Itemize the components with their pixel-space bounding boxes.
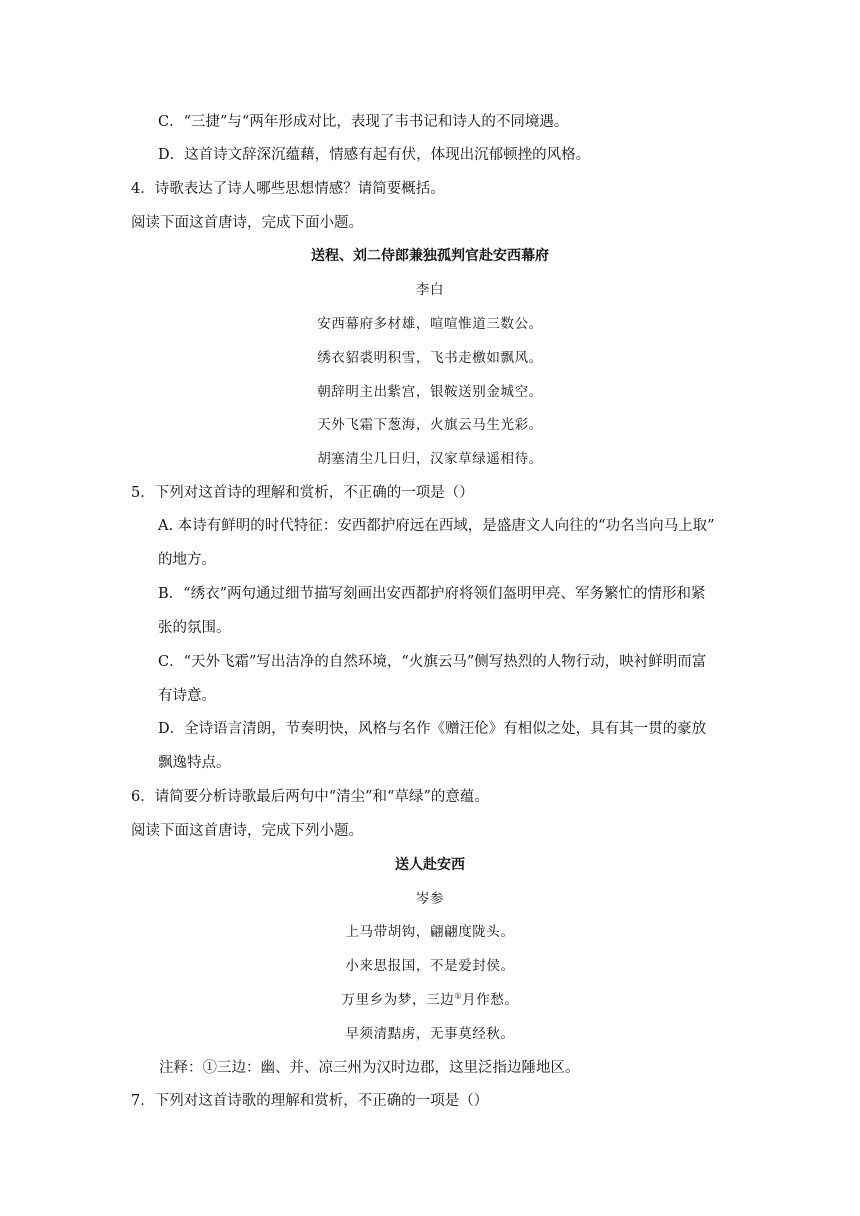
option-b: B．“绣衣”两句通过细节描写刻画出安西都护府将领们盔明甲亮、军务繁忙的情形和紧 bbox=[158, 586, 706, 602]
option-d-cont: 飘逸特点。 bbox=[158, 755, 231, 771]
option-c: C．“天外飞霜”写出洁净的自然环境，“火旗云马”侧写热烈的人物行动，映衬鲜明而富 bbox=[158, 654, 707, 670]
poem-line: 朝辞明主出紫宫，银鞍送别金城空。 bbox=[317, 384, 543, 400]
poem-line-part: 万里乡为梦，三边 bbox=[341, 992, 455, 1008]
poem-line: 安西幕府多材雄，喧喧惟道三数公。 bbox=[317, 316, 543, 332]
option-a-cont: 的地方。 bbox=[158, 552, 216, 568]
option-c-cont: 有诗意。 bbox=[158, 688, 216, 704]
option-a: A. 本诗有鲜明的时代特征：安西都护府远在西域，是盛唐文人向往的“功名当向马上取” bbox=[158, 518, 715, 534]
option-b-cont: 张的氛围。 bbox=[158, 620, 231, 636]
question-6: 6．请简要分析诗歌最后两句中“清尘”和“草绿”的意蕴。 bbox=[131, 789, 489, 805]
poem-title: 送人赴安西 bbox=[395, 857, 465, 873]
poem-line: 天外飞霜下葱海，火旗云马生光彩。 bbox=[317, 417, 543, 433]
poem-line: 上马带胡钩，翩翩度陇头。 bbox=[345, 924, 515, 940]
option-d: D．这首诗文辞深沉蕴藉，情感有起有伏，体现出沉郁顿挫的风格。 bbox=[158, 147, 591, 163]
poem-line: 绣衣貂裘明积雪，飞书走檄如飘风。 bbox=[317, 350, 543, 366]
poem-line: 胡塞清尘几日归，汉家草绿遥相待。 bbox=[317, 451, 543, 467]
question-4: 4．诗歌表达了诗人哪些思想情感？请简要概括。 bbox=[131, 181, 445, 197]
option-d: D．全诗语言清朗，节奏明快，风格与名作《赠汪伦》有相似之处，具有其一贯的豪放 bbox=[158, 721, 707, 737]
footnote: 注释：①三边：幽、并、凉三州为汉时边郡，这里泛指边陲地区。 bbox=[159, 1060, 580, 1076]
poem-line: 小来思报国，不是爱封侯。 bbox=[345, 958, 515, 974]
footnote-marker: ① bbox=[454, 991, 463, 1001]
question-7: 7．下列对这首诗歌的理解和赏析，不正确的一项是（） bbox=[131, 1093, 489, 1109]
poem-line: 早须清黠虏，无事莫经秋。 bbox=[345, 1026, 515, 1042]
poem-author: 岑参 bbox=[415, 891, 445, 907]
question-5: 5．下列对这首诗的理解和赏析，不正确的一项是（） bbox=[131, 485, 474, 501]
option-c: C．“三捷”与“两年形成对比，表现了韦书记和诗人的不同境遇。 bbox=[158, 114, 569, 130]
reading-intro: 阅读下面这首唐诗，完成下面小题。 bbox=[131, 215, 363, 231]
poem-author: 李白 bbox=[415, 282, 445, 298]
poem-line-part: 月作愁。 bbox=[462, 992, 519, 1008]
reading-intro: 阅读下面这首唐诗，完成下列小题。 bbox=[131, 823, 363, 839]
poem-line bbox=[0, 990, 860, 1010]
poem-title: 送程、刘二侍郎兼独孤判官赴安西幕府 bbox=[311, 248, 549, 264]
